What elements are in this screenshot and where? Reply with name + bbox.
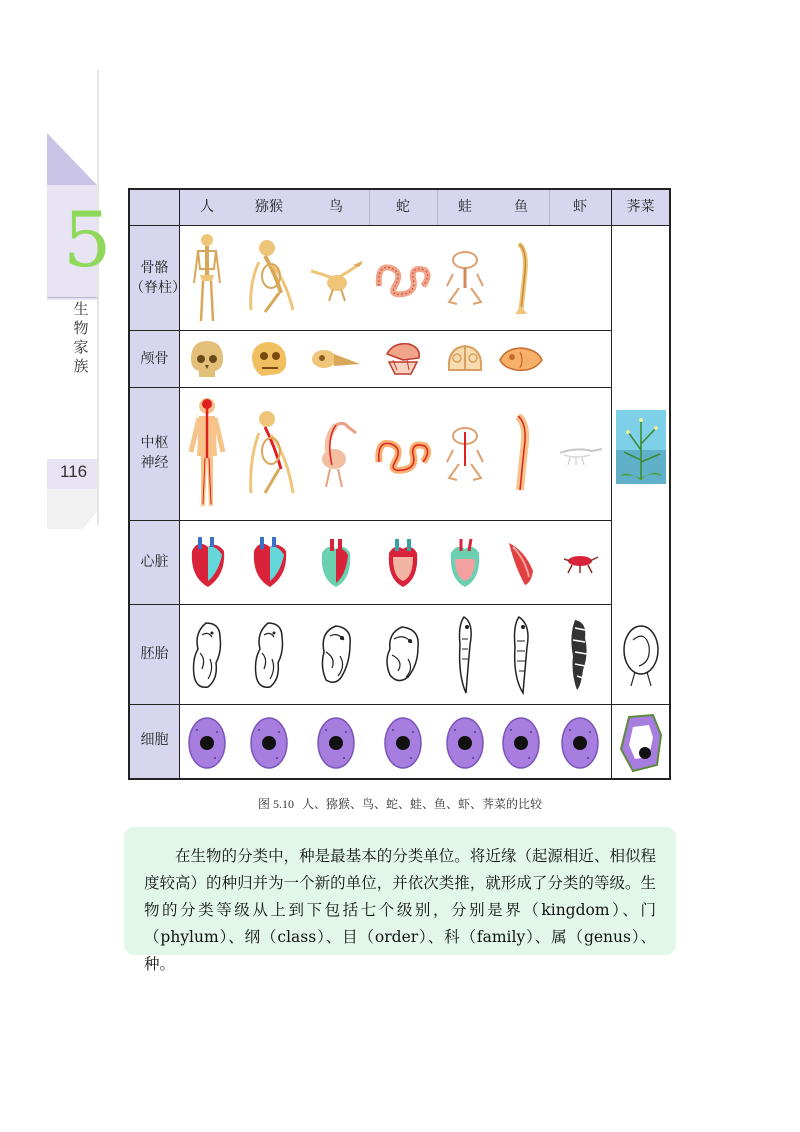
frog-skeleton-image bbox=[437, 230, 493, 326]
column-header: 鱼 bbox=[514, 199, 528, 215]
row-label-line: 心脏 bbox=[140, 554, 169, 570]
column-header: 猕猴 bbox=[255, 199, 283, 215]
row-label-line: （脊柱） bbox=[130, 280, 186, 296]
chapter-corner-triangle bbox=[47, 133, 97, 185]
frog-heart-image bbox=[437, 524, 493, 602]
bird-skull-image bbox=[303, 334, 369, 384]
page-corner-decoration bbox=[47, 489, 99, 529]
snake-heart-image bbox=[369, 524, 437, 602]
row-label-heart bbox=[130, 552, 179, 572]
fish-skull-image bbox=[493, 334, 549, 384]
row-label-nervous bbox=[130, 433, 179, 473]
chapter-title bbox=[72, 300, 90, 376]
shrimp-heart-image bbox=[549, 524, 611, 602]
figure-number: 图 5.10 bbox=[257, 797, 294, 811]
text-box bbox=[124, 827, 676, 973]
column-header: 虾 bbox=[573, 199, 587, 215]
row-divider bbox=[130, 604, 611, 605]
figure-caption-text: 人、猕猴、鸟、蛇、蛙、鱼、虾、荠菜的比较 bbox=[302, 797, 543, 811]
human-cell-image bbox=[182, 708, 232, 778]
figure-caption bbox=[0, 795, 800, 812]
body-paragraph: 在生物的分类中，种是最基本的分类单位。将近缘（起源相近、相似程度较高）的种归并为一个新的单位，并依次类推，就形成了分类的等级。生物的分类等级从上到下包括七个级别，分别是界（kingdom）、门（phylum）、纲（class）、目（order）、科（family）、属（genus）、种。 bbox=[144, 847, 656, 973]
table-header bbox=[130, 190, 669, 226]
shepherds-purse-embryo-image bbox=[614, 608, 668, 702]
snake-skeleton-image bbox=[369, 230, 437, 326]
row-divider bbox=[130, 520, 611, 521]
monkey-skeleton-image bbox=[237, 230, 301, 326]
margin-divider bbox=[47, 297, 97, 298]
row-divider bbox=[130, 330, 611, 331]
row-label-line: 颅骨 bbox=[140, 351, 169, 367]
chapter-title-char: 族 bbox=[73, 357, 89, 375]
monkey-skull-image bbox=[237, 334, 301, 384]
bird-skeleton-image bbox=[303, 230, 369, 326]
row-label-line: 细胞 bbox=[140, 732, 169, 748]
row-divider bbox=[130, 704, 669, 705]
column-header: 蛇 bbox=[396, 199, 410, 215]
bird-embryo-image bbox=[303, 608, 369, 702]
human-heart-image bbox=[182, 524, 232, 602]
row-label-embryo bbox=[130, 644, 179, 664]
row-label-skull bbox=[130, 349, 179, 369]
frog-nervous-system-image bbox=[437, 391, 493, 517]
frog-embryo-image bbox=[437, 608, 493, 702]
monkey-heart-image bbox=[237, 524, 301, 602]
chapter-title-char: 生 bbox=[73, 300, 89, 318]
column-divider bbox=[611, 190, 612, 778]
human-skull-image bbox=[182, 334, 232, 384]
row-label-line: 神经 bbox=[140, 455, 169, 471]
snake-nervous-system-image bbox=[369, 391, 437, 517]
margin-line bbox=[97, 70, 99, 525]
row-label-skeleton bbox=[130, 258, 186, 298]
human-nervous-system-image bbox=[182, 391, 232, 517]
human-embryo-image bbox=[182, 608, 232, 702]
frog-cell-image bbox=[437, 708, 493, 778]
shrimp-cell-image bbox=[549, 708, 611, 778]
column-header: 蛙 bbox=[458, 199, 472, 215]
fish-skeleton-image bbox=[493, 230, 549, 326]
row-label-line: 胚胎 bbox=[140, 646, 169, 662]
chapter-title-char: 物 bbox=[73, 319, 89, 337]
fish-heart-image bbox=[493, 524, 549, 602]
chapter-number: 5 bbox=[63, 195, 112, 284]
monkey-nervous-system-image bbox=[237, 391, 301, 517]
monkey-embryo-image bbox=[237, 608, 301, 702]
human-skeleton-image bbox=[182, 230, 232, 326]
shrimp-nervous-system-image bbox=[549, 391, 611, 517]
frog-skull-image bbox=[437, 334, 493, 384]
fish-cell-image bbox=[493, 708, 549, 778]
row-label-cell bbox=[130, 730, 179, 750]
bird-cell-image bbox=[303, 708, 369, 778]
chapter-title-char: 家 bbox=[73, 338, 89, 356]
column-header: 人 bbox=[200, 199, 214, 215]
shepherds-purse-plant-image bbox=[614, 408, 668, 486]
column-header: 鸟 bbox=[329, 199, 343, 215]
row-label-line: 中枢 bbox=[140, 435, 169, 451]
row-label-line: 骨骼 bbox=[140, 260, 169, 276]
page-number: 116 bbox=[60, 462, 88, 481]
snake-skull-image bbox=[369, 334, 437, 384]
snake-embryo-image bbox=[369, 608, 437, 702]
row-divider bbox=[130, 387, 611, 388]
column-header: 荠菜 bbox=[626, 199, 655, 215]
fish-nervous-system-image bbox=[493, 391, 549, 517]
bird-heart-image bbox=[303, 524, 369, 602]
comparison-figure bbox=[128, 188, 671, 780]
plant-cell-image bbox=[614, 708, 668, 778]
snake-cell-image bbox=[369, 708, 437, 778]
fish-embryo-image bbox=[493, 608, 549, 702]
shrimp-embryo-image bbox=[549, 608, 611, 702]
bird-nervous-system-image bbox=[303, 391, 369, 517]
row-label-column bbox=[130, 226, 186, 778]
monkey-cell-image bbox=[237, 708, 301, 778]
